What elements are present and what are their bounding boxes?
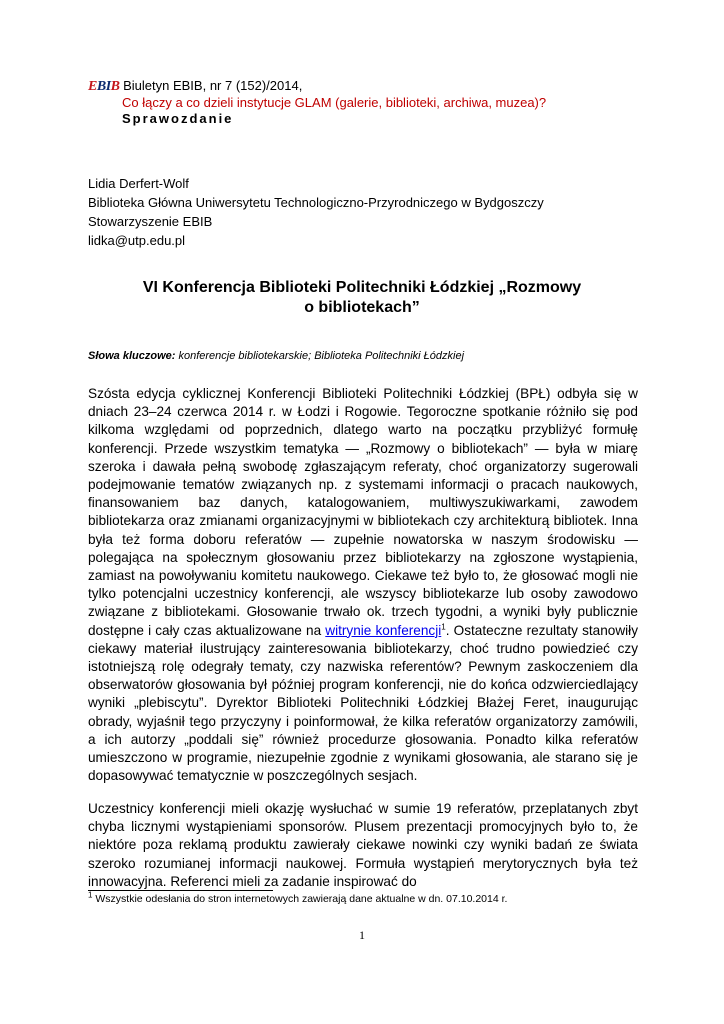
author-email: lidka@utp.edu.pl: [88, 233, 186, 248]
paragraph-2: [88, 800, 638, 891]
issue-title: Co łączy a co dzieli instytucje GLAM (galerie, biblioteki, archiwa, muzea)?: [122, 95, 547, 110]
keywords: [88, 349, 464, 363]
keywords-label: Słowa kluczowe:: [88, 350, 176, 362]
document-header: [88, 78, 546, 127]
author-block: [88, 174, 544, 250]
author-name: Lidia Derfert-Wolf: [88, 176, 189, 191]
page-number: 1: [359, 928, 365, 942]
title-line-2: o bibliotekach”: [304, 299, 420, 316]
paragraph-1-text-a: Szósta edycja cyklicznej Konferencji Biblioteki Politechniki Łódzkiej (BPŁ) odbyła się w dniach 23–24 czerwca 2014 r. w Łodzi i Rogowie. Tegoroczne spotkanie różniło się pod kilkoma względami od poprzednich, dlatego warto na początku przybliżyć formułę konferencji. Przede wszystkim tematyka — „Rozmowy o bibliotekach” — była w miarę szeroka i dawała pełną swobodę zgłaszającym referaty, choć organizatorzy sugerowali podejmowanie tematów związanych np. z systemami informacji o pracach naukowych, finansowaniem baz danych, katalogowaniem, multiwyszukiwarkami, zawodem bibliotekarza oraz zmianami organizacyjnymi w bibliotekach czy architekturą bibliotek. Inna była też forma doboru referatów — zupełnie nowatorska w naszym środowisku — polegająca na społecznym głosowaniu przez bibliotekarzy na zgłoszone wystąpienia, zamiast na powoływaniu komitetu naukowego. Ciekawe też było to, że głosować mogli nie tylko potencjalni uczestnicy konferencji, ale wszyscy bibliotekarze lub osoby zawodowo związane z bibliotekami. Głosowanie trwało ok. trzech tygodni, a wyniki były publicznie dostępne i cały czas aktualizowane na: [88, 386, 638, 638]
bulletin-info: Biuletyn EBIB, nr 7 (152)/2014,: [123, 78, 303, 93]
section-label: Sprawozdanie: [122, 111, 234, 126]
paragraph-2-text: Uczestnicy konferencji mieli okazję wysłuchać w sumie 19 referatów, przeplatanych zbyt chyba licznymi wystąpieniami sponsorów. Plusem prezentacji promocyjnych było to, że niektóre poza reklamą produktu zawierały ciekawe nowinki czy wyniki badań ze świata szeroko rozumianej informacji naukowej. Formuła wystąpień merytorycznych była też innowacyjna. Referenci mieli za zadanie inspirować do: [88, 801, 638, 889]
footnote-divider: [88, 890, 273, 891]
keywords-value: konferencje bibliotekarskie; Biblioteka Politechniki Łódzkiej: [175, 350, 465, 362]
header-line-1: [88, 78, 546, 95]
ebib-logo: EBIB: [88, 79, 120, 94]
paragraph-1: [88, 385, 638, 785]
paragraph-1-text-b: . Ostateczne rezultaty stanowiły ciekawy materiał ilustrujący zainteresowania bibliotekarzy, choć trudno powiedzieć czy istotniejszą rolę odegrały tematy, czy nazwiska referentów? Pewnym zaskoczeniem dla obserwatorów głosowania był później program konferencji, nie do końca odzwierciedlający wyniki „plebiscytu”. Dyrektor Biblioteki Politechniki Łódzkiej Błażej Feret, inaugurując obrady, wyjaśnił tego przyczyny i poinformował, że kilka referatów organizatorzy zamówili, a ich autorzy „poddali się” również procedurze głosowania. Ponadto kilka referatów umieszczono w programie, niezupełnie zgodnie z wynikami głosowania, ale starano się je dopasowywać tematycznie w poszczególnych sesjach.: [88, 622, 639, 784]
author-affiliation-1: Biblioteka Główna Uniwersytetu Technologiczno-Przyrodniczego w Bydgoszczy: [88, 195, 544, 210]
article-title: [88, 278, 636, 318]
footnote-number: 1: [88, 890, 93, 900]
footnote: [88, 890, 508, 906]
author-affiliation-2: Stowarzyszenie EBIB: [88, 214, 213, 229]
title-line-1: VI Konferencja Biblioteki Politechniki Łódzkiej „Rozmowy: [142, 279, 582, 296]
footnote-ref[interactable]: 1: [441, 622, 446, 632]
footnote-text: Wszystkie odesłania do stron internetowych zawierają dane aktualne w dn. 07.10.2014 r.: [92, 893, 508, 905]
conference-site-link[interactable]: witrynie konferencji: [325, 622, 442, 638]
